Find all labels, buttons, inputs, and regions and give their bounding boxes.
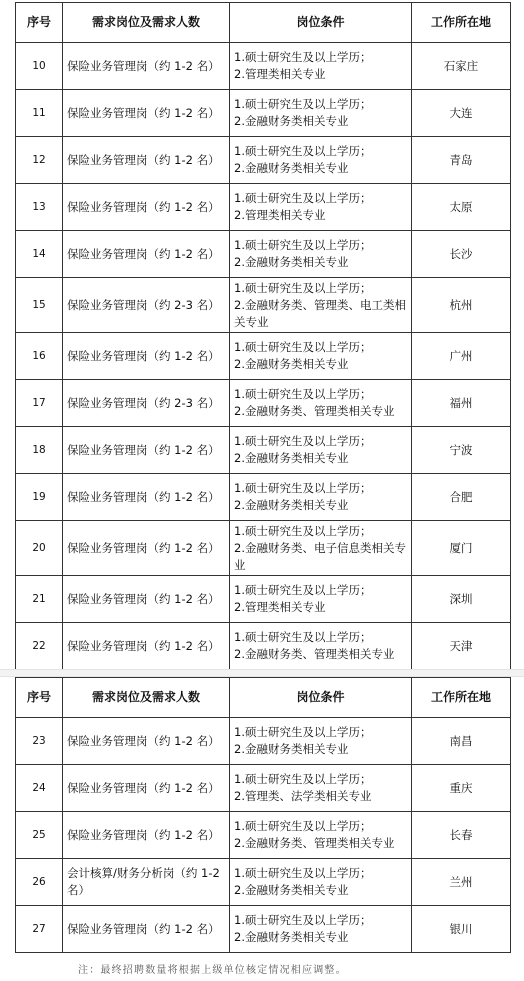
cell-location: 福州	[412, 380, 511, 427]
condition-line: 1.硕士研究生及以上学历；	[234, 913, 372, 927]
cell-conditions	[230, 43, 412, 90]
footnote: 注：最终招聘数量将根据上级单位核定情况相应调整。	[78, 965, 347, 976]
cell-post: 保险业务管理岗（约 1-2 名）	[63, 718, 230, 765]
cell-no: 11	[16, 90, 63, 137]
condition-line: 2.金融财务类相关专业	[234, 498, 349, 512]
condition-line: 2.金融财务类相关专业	[234, 930, 349, 944]
condition-line: 2.金融财务类相关专业	[234, 161, 349, 175]
condition-line: 2.金融财务类、管理类相关专业	[234, 647, 395, 661]
condition-line: 2.金融财务类相关专业	[234, 883, 349, 897]
cell-conditions	[230, 278, 412, 333]
cell-no: 24	[16, 765, 63, 812]
cell-no: 14	[16, 231, 63, 278]
cell-no: 25	[16, 812, 63, 859]
header-loc: 工作所在地	[412, 678, 511, 718]
table-row	[16, 43, 511, 90]
cell-location: 石家庄	[412, 43, 511, 90]
cell-no: 15	[16, 278, 63, 333]
cell-location: 大连	[412, 90, 511, 137]
cell-conditions	[230, 90, 412, 137]
cell-location: 太原	[412, 184, 511, 231]
cell-conditions	[230, 812, 412, 859]
cell-conditions	[230, 521, 412, 576]
condition-line: 2.金融财务类、管理类相关专业	[234, 836, 395, 850]
table-row	[16, 521, 511, 576]
cell-conditions	[230, 859, 412, 906]
condition-line: 1.硕士研究生及以上学历；	[234, 819, 372, 833]
condition-line: 1.硕士研究生及以上学历；	[234, 772, 372, 786]
condition-line: 1.硕士研究生及以上学历；	[234, 725, 372, 739]
table-row	[16, 906, 511, 953]
cell-conditions	[230, 231, 412, 278]
table-body	[16, 43, 511, 670]
cell-location: 银川	[412, 906, 511, 953]
cell-no: 22	[16, 623, 63, 670]
table-row	[16, 812, 511, 859]
cell-no: 12	[16, 137, 63, 184]
cell-location: 长春	[412, 812, 511, 859]
cell-post: 保险业务管理岗（约 2-3 名）	[63, 380, 230, 427]
table-row	[16, 859, 511, 906]
table-row	[16, 137, 511, 184]
table-row	[16, 278, 511, 333]
table-row	[16, 184, 511, 231]
cell-post: 保险业务管理岗（约 2-3 名）	[63, 278, 230, 333]
cell-post: 保险业务管理岗（约 1-2 名）	[63, 474, 230, 521]
cell-post: 保险业务管理岗（约 1-2 名）	[63, 90, 230, 137]
condition-line: 1.硕士研究生及以上学历；	[234, 523, 372, 538]
table-row	[16, 765, 511, 812]
cell-post: 保险业务管理岗（约 1-2 名）	[63, 427, 230, 474]
condition-line: 2.金融财务类相关专业	[234, 451, 349, 465]
table-row	[16, 90, 511, 137]
condition-line: 1.硕士研究生及以上学历；	[234, 630, 372, 644]
table-row	[16, 474, 511, 521]
header-post: 需求岗位及需求人数	[63, 678, 230, 718]
condition-line: 1.硕士研究生及以上学历；	[234, 434, 372, 448]
cell-location: 厦门	[412, 521, 511, 576]
cell-post: 保险业务管理岗（约 1-2 名）	[63, 333, 230, 380]
table-row	[16, 427, 511, 474]
cell-location: 青岛	[412, 137, 511, 184]
cell-location: 宁波	[412, 427, 511, 474]
table-body	[16, 718, 511, 953]
condition-line: 1.硕士研究生及以上学历；	[234, 191, 372, 205]
condition-line: 1.硕士研究生及以上学历；	[234, 583, 372, 597]
condition-line: 2.管理类相关专业	[234, 600, 326, 614]
condition-line: 1.硕士研究生及以上学历；	[234, 50, 372, 64]
cell-location: 长沙	[412, 231, 511, 278]
cell-location: 杭州	[412, 278, 511, 333]
header-cond: 岗位条件	[230, 678, 412, 718]
cell-location: 重庆	[412, 765, 511, 812]
cell-post: 保险业务管理岗（约 1-2 名）	[63, 137, 230, 184]
cell-post: 保险业务管理岗（约 1-2 名）	[63, 184, 230, 231]
cell-no: 23	[16, 718, 63, 765]
cell-conditions	[230, 576, 412, 623]
cell-post: 保险业务管理岗（约 1-2 名）	[63, 231, 230, 278]
condition-line: 1.硕士研究生及以上学历；	[234, 280, 372, 295]
condition-line: 1.硕士研究生及以上学历；	[234, 97, 372, 111]
condition-line: 2.金融财务类相关专业	[234, 742, 349, 756]
condition-line: 2.金融财务类相关专业	[234, 255, 349, 269]
cell-post: 保险业务管理岗（约 1-2 名）	[63, 521, 230, 576]
condition-line: 1.硕士研究生及以上学历；	[234, 866, 372, 880]
cell-conditions	[230, 718, 412, 765]
cell-conditions	[230, 765, 412, 812]
cell-no: 21	[16, 576, 63, 623]
header-no: 序号	[16, 678, 63, 718]
table-row	[16, 576, 511, 623]
cell-no: 17	[16, 380, 63, 427]
table-row	[16, 623, 511, 670]
condition-line: 1.硕士研究生及以上学历；	[234, 481, 372, 495]
table-row	[16, 231, 511, 278]
cell-post: 保险业务管理岗（约 1-2 名）	[63, 576, 230, 623]
condition-line: 2.金融财务类相关专业	[234, 114, 349, 128]
condition-line: 2.管理类、法学类相关专业	[234, 789, 372, 803]
cell-conditions	[230, 333, 412, 380]
condition-line: 1.硕士研究生及以上学历；	[234, 238, 372, 252]
cell-post: 保险业务管理岗（约 1-2 名）	[63, 765, 230, 812]
header-post: 需求岗位及需求人数	[63, 3, 230, 43]
condition-line: 1.硕士研究生及以上学历；	[234, 144, 372, 158]
cell-location: 南昌	[412, 718, 511, 765]
table-row	[16, 718, 511, 765]
cell-location: 天津	[412, 623, 511, 670]
condition-line: 1.硕士研究生及以上学历；	[234, 340, 372, 354]
cell-location: 深圳	[412, 576, 511, 623]
cell-conditions	[230, 380, 412, 427]
condition-line: 2.管理类相关专业	[234, 67, 326, 81]
cell-location: 合肥	[412, 474, 511, 521]
cell-conditions	[230, 427, 412, 474]
condition-line: 2.金融财务类相关专业	[234, 357, 349, 371]
condition-line: 1.硕士研究生及以上学历；	[234, 387, 372, 401]
cell-post: 保险业务管理岗（约 1-2 名）	[63, 812, 230, 859]
condition-line: 2.金融财务类、管理类、电工类相关专业	[234, 297, 406, 329]
cell-conditions	[230, 906, 412, 953]
cell-post: 保险业务管理岗（约 1-2 名）	[63, 623, 230, 670]
cell-no: 13	[16, 184, 63, 231]
cell-no: 19	[16, 474, 63, 521]
cell-conditions	[230, 474, 412, 521]
cell-location: 兰州	[412, 859, 511, 906]
cell-no: 16	[16, 333, 63, 380]
cell-location: 广州	[412, 333, 511, 380]
page-break	[0, 669, 524, 677]
table-row	[16, 333, 511, 380]
cell-conditions	[230, 137, 412, 184]
condition-line: 2.管理类相关专业	[234, 208, 326, 222]
condition-line: 2.金融财务类、管理类相关专业	[234, 404, 395, 418]
cell-no: 27	[16, 906, 63, 953]
table-row	[16, 380, 511, 427]
cell-conditions	[230, 184, 412, 231]
cell-no: 10	[16, 43, 63, 90]
header-cond: 岗位条件	[230, 3, 412, 43]
table-header-row	[16, 678, 511, 718]
recruitment-table-page-2	[15, 677, 511, 953]
cell-post: 保险业务管理岗（约 1-2 名）	[63, 43, 230, 90]
cell-no: 26	[16, 859, 63, 906]
cell-no: 20	[16, 521, 63, 576]
table-header-row	[16, 3, 511, 43]
cell-post: 保险业务管理岗（约 1-2 名）	[63, 906, 230, 953]
cell-conditions	[230, 623, 412, 670]
header-no: 序号	[16, 3, 63, 43]
condition-line: 2.金融财务类、电子信息类相关专业	[234, 540, 406, 572]
recruitment-table-page-1	[15, 2, 511, 670]
cell-post: 会计核算/财务分析岗（约 1-2 名）	[63, 859, 230, 906]
cell-no: 18	[16, 427, 63, 474]
header-loc: 工作所在地	[412, 3, 511, 43]
